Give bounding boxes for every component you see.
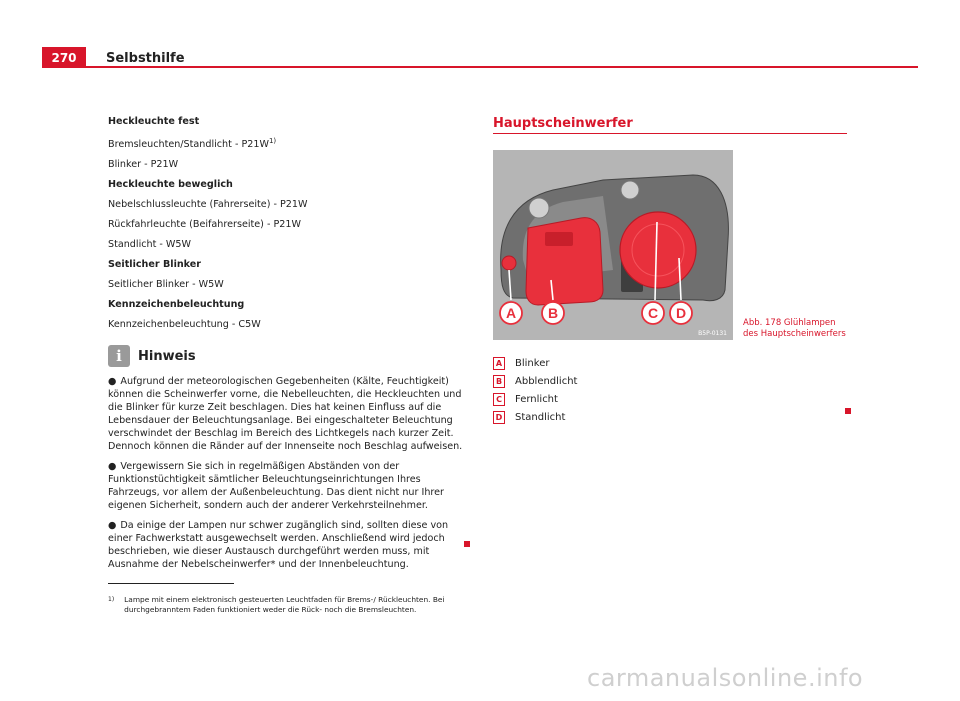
note-text: Aufgrund der meteorologischen Gegebenheiten (Kälte, Feuchtigkeit) können die Scheinwerfer vorne, die Nebelleuchten, die Heckleuchten und die Blinker für kurze Zeit beschlagen. Dies hat keinen Einfluss auf die Lebensdauer der Beleuchtungsanlage. Bei eingeschalteter Beleuchtung verschwindet der Beschlag im Bereich des Lichtkegels nach kurzer Zeit. Dennoch können die Ränder auf der Innenseite noch Beschlag aufweisen. bbox=[108, 376, 463, 453]
callout-d-label: D bbox=[675, 305, 687, 321]
spec-line: Nebelschlussleuchte (Fahrerseite) - P21W bbox=[108, 199, 308, 211]
callout-b bbox=[542, 302, 564, 324]
bullet-icon: ● bbox=[108, 376, 117, 388]
figure-legend bbox=[493, 354, 577, 426]
legend-item bbox=[493, 354, 577, 372]
heading-rear-light-movable: Heckleuchte beweglich bbox=[108, 179, 233, 191]
spec-line: Kennzeichenbeleuchtung - C5W bbox=[108, 319, 261, 331]
footnote bbox=[108, 595, 468, 615]
note-header bbox=[108, 345, 466, 367]
figure-code: B5P-0131 bbox=[698, 330, 727, 337]
headlight-figure bbox=[493, 150, 733, 340]
legend-label: Fernlicht bbox=[515, 393, 558, 405]
spec-line: Rückfahrleuchte (Beifahrerseite) - P21W bbox=[108, 219, 301, 231]
callout-b-label: B bbox=[547, 305, 559, 321]
heading-license-plate-light: Kennzeichenbeleuchtung bbox=[108, 299, 245, 311]
spec-line bbox=[108, 135, 466, 151]
spec-text: Bremsleuchten/Standlicht - P21W bbox=[108, 139, 269, 151]
legend-label: Blinker bbox=[515, 357, 550, 369]
note-text: Vergewissern Sie sich in regelmäßigen Abständen von der Funktionstüchtigkeit sämtlicher Beleuchtungseinrichtungen Ihres Fahrzeugs, vor allem der Außenbeleuchtung. Das dient nicht nur Ihrer eigenen Sicherheit, sondern auch der anderer Verkehrsteilnehmer. bbox=[108, 461, 444, 512]
legend-label: Abblendlicht bbox=[515, 375, 578, 387]
note-title: Hinweis bbox=[138, 348, 196, 364]
info-icon: i bbox=[108, 345, 130, 367]
footnote-ref[interactable]: 1) bbox=[268, 137, 277, 145]
legend-key-a: A bbox=[493, 357, 505, 370]
footnote-text: Lampe mit einem elektronisch gesteuerten Leuchtfaden für Brems-/ Rückleuchten. Bei durchgebranntem Faden funktioniert weder die Rück- noch die Bremsleuchten. bbox=[124, 595, 445, 614]
section-title-rule bbox=[493, 133, 847, 134]
callout-a-label: A bbox=[505, 305, 517, 321]
caption-line: des Hauptscheinwerfers bbox=[743, 329, 846, 339]
note-text: Da einige der Lampen nur schwer zugänglich sind, sollten diese von einer Fachwerkstatt ausgewechselt werden. Anschließend wird jedoch beschrieben, wie dieser Austausch durchgeführt werden muss, mit Ausnahme der Nebelscheinwerfer* und der Innenbeleuchtung. bbox=[108, 520, 449, 571]
spec-line: Seitlicher Blinker - W5W bbox=[108, 279, 224, 291]
header-rule bbox=[42, 66, 918, 68]
callout-c-label: C bbox=[647, 305, 659, 321]
left-column bbox=[108, 115, 466, 578]
note-bullet bbox=[108, 375, 466, 453]
spec-line: Standlicht - W5W bbox=[108, 239, 191, 251]
heading-rear-light-fixed: Heckleuchte fest bbox=[108, 116, 200, 127]
section-end-marker bbox=[845, 408, 851, 414]
note-bullet bbox=[108, 460, 466, 512]
spec-line: Blinker - P21W bbox=[108, 159, 179, 171]
footnote-rule bbox=[108, 583, 234, 584]
heading-side-indicator: Seitlicher Blinker bbox=[108, 259, 202, 271]
legend-item bbox=[493, 372, 577, 390]
figure-caption bbox=[743, 318, 846, 340]
chapter-title: Selbsthilfe bbox=[106, 51, 185, 66]
callout-a bbox=[500, 302, 522, 324]
bullet-icon: ● bbox=[108, 461, 117, 473]
legend-key-c: C bbox=[493, 393, 505, 406]
legend-label: Standlicht bbox=[515, 411, 566, 423]
section-title: Hauptscheinwerfer bbox=[493, 116, 633, 131]
callout-c bbox=[642, 302, 664, 324]
note-bullet bbox=[108, 519, 466, 571]
legend-item bbox=[493, 408, 577, 426]
legend-key-d: D bbox=[493, 411, 505, 424]
section-end-marker bbox=[464, 541, 470, 547]
caption-line: Abb. 178 Glühlampen bbox=[743, 318, 836, 328]
footnote-mark: 1) bbox=[108, 596, 115, 603]
page-number: 270 bbox=[42, 47, 86, 68]
legend-key-b: B bbox=[493, 375, 505, 388]
callout-d bbox=[670, 302, 692, 324]
legend-item bbox=[493, 390, 577, 408]
watermark: carmanualsonline.info bbox=[587, 664, 864, 692]
bullet-icon: ● bbox=[108, 520, 117, 532]
